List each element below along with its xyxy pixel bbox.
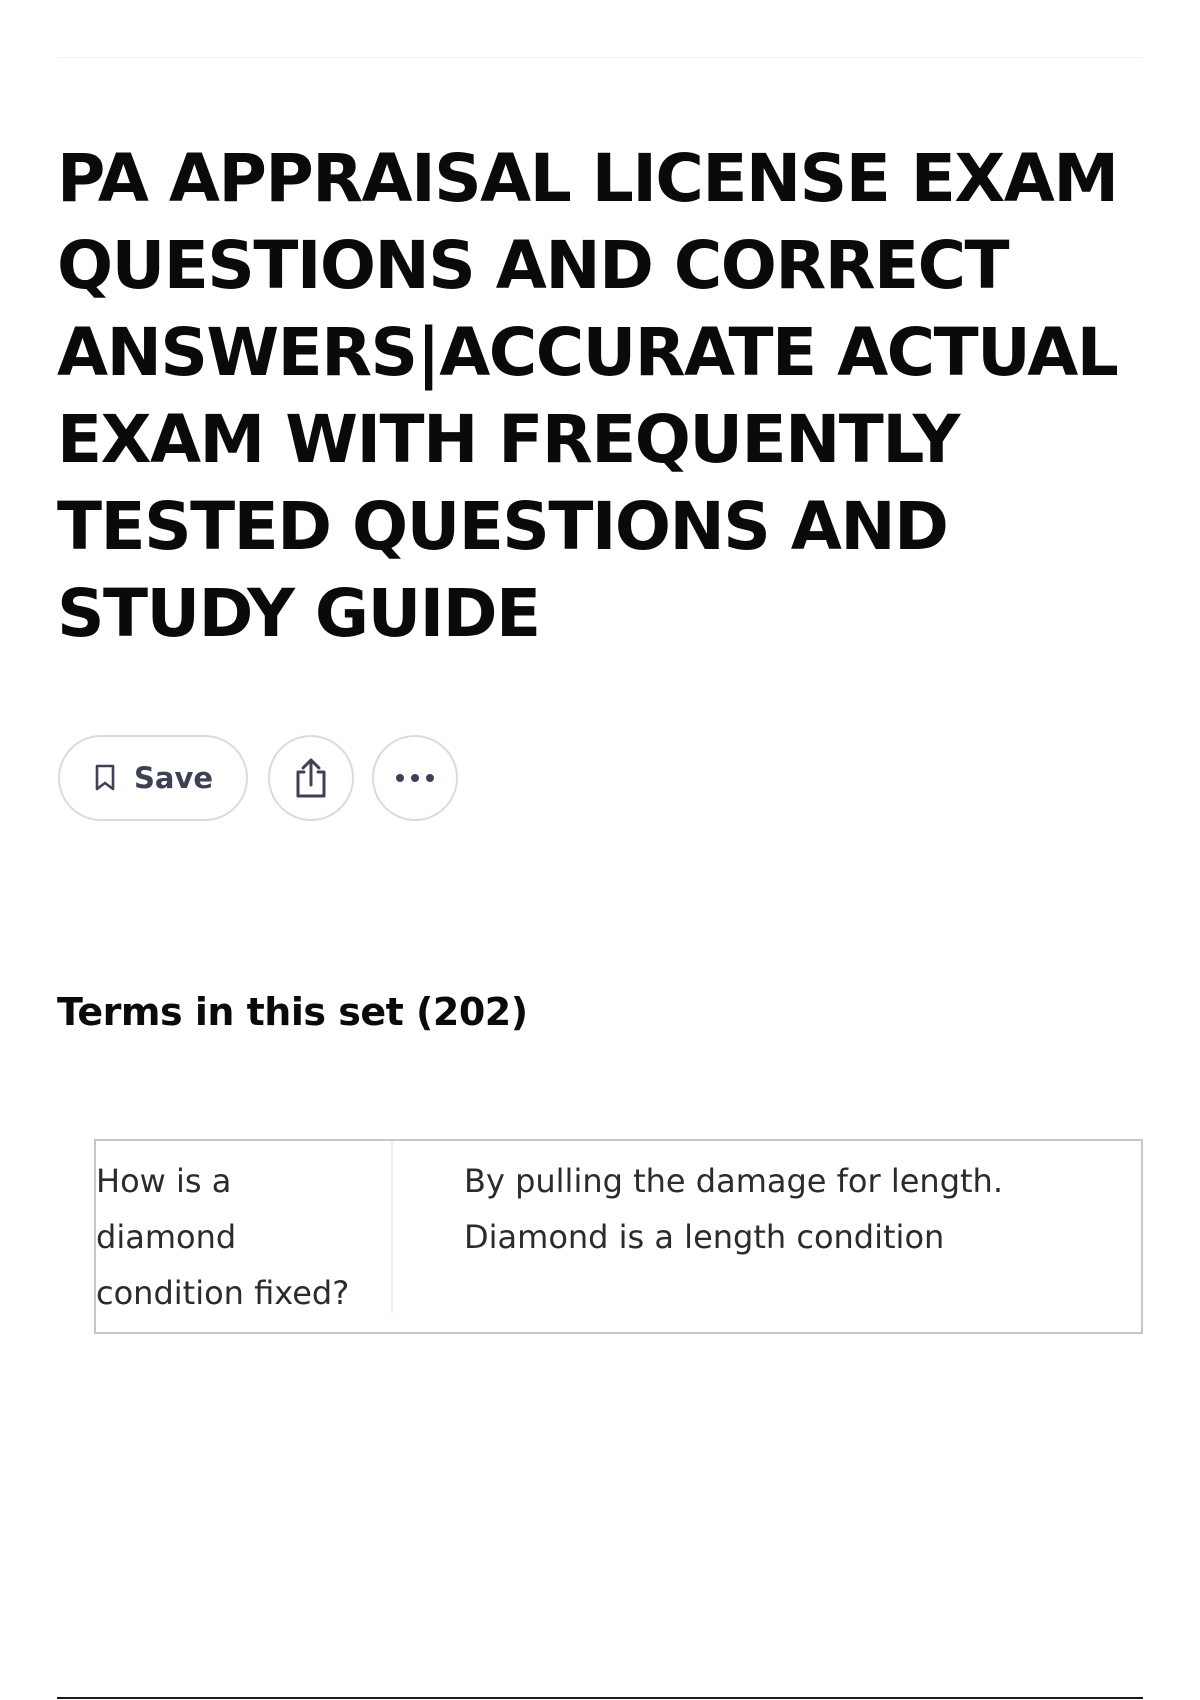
- terms-heading: Terms in this set (202): [57, 990, 528, 1034]
- term-front: How is a diamond condition fixed?: [96, 1162, 350, 1312]
- page-title: PA APPRAISAL LICENSE EXAM QUESTIONS AND CORRECT ANSWERS|ACCURATE ACTUAL EXAM WITH FREQUENTLY TESTED QUESTIONS AND STUDY GUIDE: [57, 140, 1118, 652]
- term-card-divider: [391, 1141, 393, 1313]
- more-options-button[interactable]: [372, 735, 458, 821]
- share-icon: [292, 757, 330, 799]
- more-horizontal-icon: [394, 773, 436, 783]
- term-definition: By pulling the damage for length. Diamond is a length condition: [464, 1162, 1003, 1256]
- save-button-label: Save: [134, 761, 214, 795]
- bottom-rule: [57, 1697, 1143, 1699]
- set-actions-toolbar: [58, 735, 458, 821]
- share-button[interactable]: [268, 735, 354, 821]
- top-divider: [57, 57, 1143, 58]
- term-card[interactable]: [94, 1139, 1143, 1334]
- save-button[interactable]: [58, 735, 248, 821]
- bookmark-icon: [94, 764, 116, 792]
